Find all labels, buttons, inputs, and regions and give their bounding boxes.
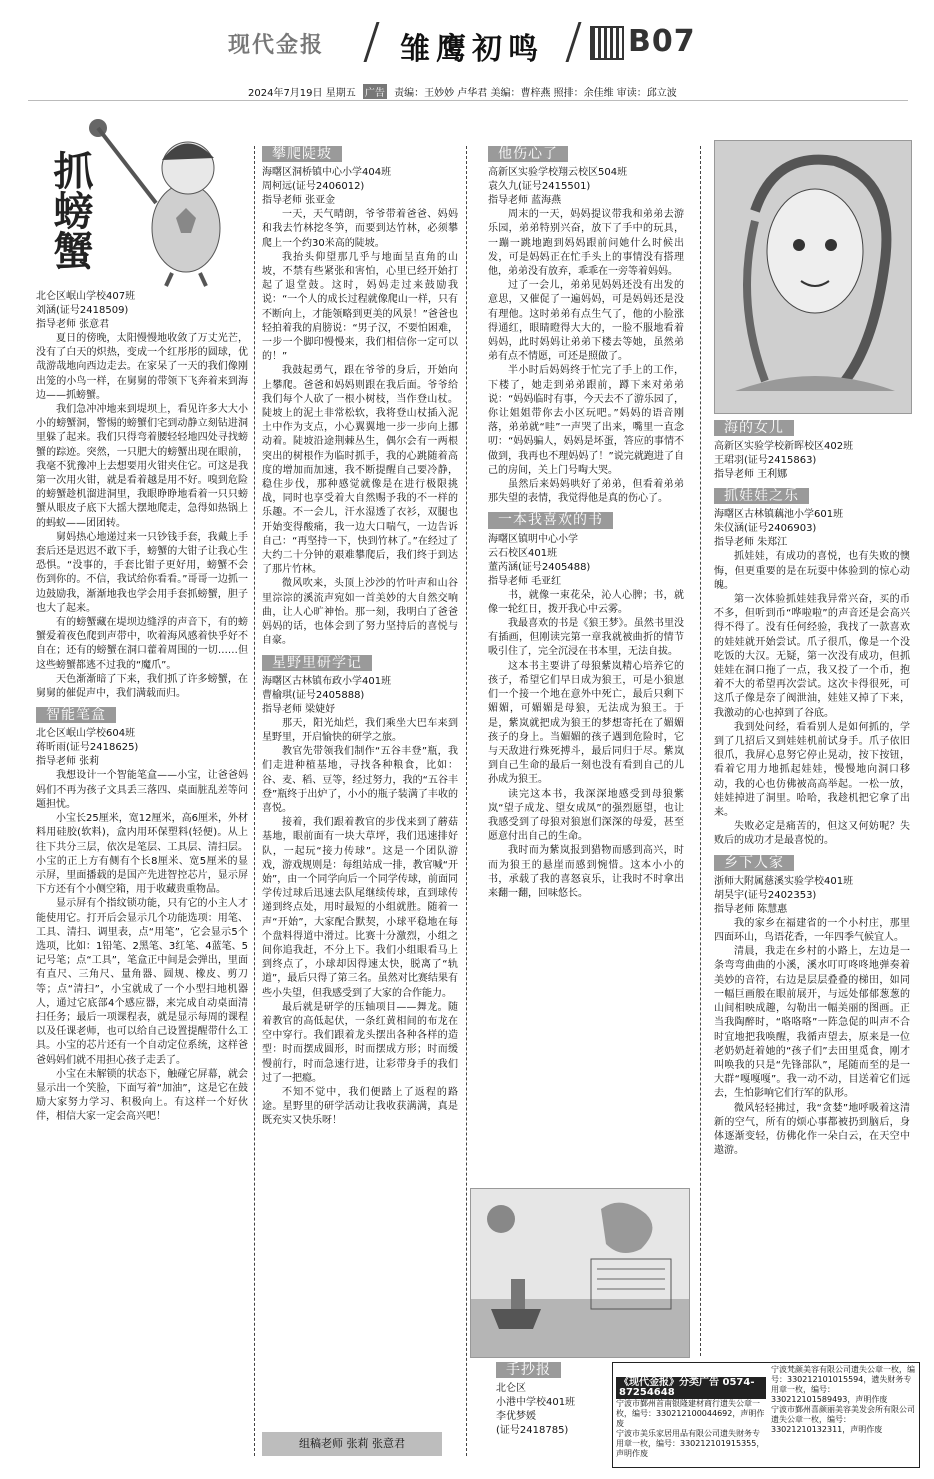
paragraph: 周末的一天，妈妈提议带我和弟弟去游乐园，弟弟特别兴奋，放下了手中的玩具，一蹦一跳地跑到妈妈跟前问她什么时候出发，可是妈妈正在忙手头上的事情没有搭理他，弟弟没有放弃，乖乖在一旁等着妈妈。 bbox=[488, 209, 684, 278]
byline-teacher: 指导老师 张意君 bbox=[36, 319, 110, 330]
byline-teacher: 指导老师 蓝海燕 bbox=[488, 195, 562, 207]
ad-notice: 宁波市鄞州喜颜丽美容美发会所有限公司遗失公章一枚，编号：33021210132311，声明作废 bbox=[771, 1405, 915, 1434]
ads-right bbox=[771, 1365, 917, 1435]
paragraph: 读完这本书，我深深地感受到母狼紫岚“望子成龙、望女成凤”的强烈愿望，也让我感受到了母狼对狼崽们深深的母爱，甚至愿意付出自己的生命。 bbox=[488, 788, 684, 843]
byline-school: 北仑区岷山学校604班 bbox=[36, 728, 136, 740]
paragraph: 显示屏有个指纹锁功能，只有它的小主人才能使用它。打开后会显示几个功能选项：用笔、工具、清扫、调里表，点“用笔”，它会显示5个选项，比如：1铅笔、2黑笔、3红笔、4蓝笔、5记号笔；点“工具”，笔盒正中间是会弹出，里面有直尺、三角尺、量角器、圆规、橡皮、剪刀等；点“清扫”，小宝就成了一个小型扫地机器人，通过它底部4个感应器，来完成自动桌面清扫任务；最后一项课程表，就是显示每周的课程以及任课老师，也可以给自己设置提醒带什么工具。小宝的芯片还有一个自动定位系统，这样爸爸妈妈们就不用担心孩子走丢了。 bbox=[36, 898, 248, 1066]
divider-slash bbox=[364, 22, 380, 62]
dateline bbox=[248, 84, 677, 99]
crab-story-title-art: 抓螃蟹 bbox=[47, 150, 94, 270]
paragraph: 我最喜欢的书是《狼王梦》。虽然书里没有插画，但刚读完第一章我就被曲折的情节吸引住了，完全沉浸在书本里，无法自拔。 bbox=[488, 618, 684, 658]
article-title: 抓娃娃之乐 bbox=[714, 488, 809, 504]
paragraph: 我们急冲冲地来到堤坝上，看见许多大大小小的螃蟹洞，警惕的螃蟹们宅到动静立刻钻进洞里躲了起来。我们只得弯着腰轻轻地四处寻找螃蟹的踪迹。突然，一只肥大的螃蟹出现在眼前，我毫不犹豫冲上去想要用火钳夹住它。可这是我第一次用火钳，就是看着越是用不好。嗅到危险的螃蟹趁机溜进洞里，我眼睁睁地看着一只只螃蟹从眼皮子底下大摇大摆地爬走，急得如热锅上的蚂蚁——团团转。 bbox=[36, 404, 248, 529]
byline-author: 袁久九(证号2415501) bbox=[488, 181, 591, 193]
ad-notice: 宁波市鄞州首南银隆建材商行遗失公章一枚，编号：330212100044692，声明作废 bbox=[616, 1399, 765, 1428]
ads-header: 《现代金报》分类广告 0574-87254648 bbox=[616, 1377, 766, 1399]
paragraph: 我的家乡在福建省的一个小村庄，那里四面环山，鸟语花香，一年四季气候宜人。 bbox=[714, 917, 910, 944]
byline-teacher: 指导老师 梁婕妤 bbox=[262, 703, 336, 715]
paragraph: 第一次体验抓娃娃我异常兴奋，买的币不多，但听到币“哗啦啦”的声音还是会高兴得不得了。没有任何经验，我找了一款喜欢的娃娃就开始尝试。爪子很爪，像是一个没吃饭的大汉。无疑，第一次没有成功，但抓娃娃在洞口拖了一点，我又投了一个币，抱着不大的希望再次尝试。这次卡得很死，可这爪子像是奈了阀泄油，娃娃又掉了下来，我激动的心也掉到了谷底。 bbox=[714, 594, 910, 719]
byline-school: 海曙区洞桥镇中心小学404班 bbox=[262, 167, 392, 179]
byline-school: 高新区实验学校新晖校区402班 bbox=[714, 441, 854, 453]
byline-author: 王珺羽(证号2415863) bbox=[714, 455, 817, 467]
article-title: 攀爬陡坡 bbox=[262, 146, 342, 162]
paragraph: 清晨，我走在乡村的小路上，左边是一条弯弯曲曲的小溪，溪水叮叮咚咚地弹奏着美妙的音符，右边是层层叠叠的梯田，如同一幅巨画般在眼前展开，与远处郁郁葱葱的山间相映成趣，勾勒出一幅美丽的图画。正当我陶醉时，“咯咯咯”一阵急促的叫声不合时宜地把我唤醒，我循声望去，原来是一位老奶奶赶着她的“孩子们”去田里觅食，刚才叫唤我的只是“先锋部队”，尾随而至的是一大群“嘎嘎嘎”。我一动不动，目送着它们远去，生怕影响它们行军的队形。 bbox=[714, 946, 910, 1100]
article-title: 一本我喜欢的书 bbox=[488, 512, 613, 528]
column-4 bbox=[714, 414, 910, 1358]
paragraph: 我鼓起勇气，跟在爷爷的身后，开始向上攀爬。爸爸和妈妈则跟在我后面。爷爷给我们每个人砍了一根小树枝，当作登山杖。陡坡上的泥土非常松软，我将登山杖插入泥土中作为支点，小心翼翼地一步一步向上挪动着。陡坡沿途荆棘丛生，偶尔会有一两根突出的树根作为临时抓手，我的心跳随着高度的增加而加速，我不断提醒自己要冷静，稳住步伐，那种感觉就像是在进行极限挑战，同时也享受着大自然赐予我的不一样的乐趣。不一会儿，汗水湿透了衣衫，双腿也开始变得酸痛，我一边大口喘气，一边告诉自己：“再坚持一下，快到竹林了。”在经过了大约二十分钟的艰难攀爬后，我们终于到达了那片竹林。 bbox=[262, 365, 458, 576]
byline-author: 董芮涵(证号2405488) bbox=[488, 561, 591, 573]
handmade-newspaper-image bbox=[470, 1188, 690, 1358]
article-title: 他伤心了 bbox=[488, 146, 568, 162]
byline-cert: (证号2418785) bbox=[496, 1425, 569, 1437]
paragraph: 夏日的傍晚，太阳慢慢地收敛了万丈光芒，没有了白天的炽热，变成一个红彤彤的圆球，优哉游哉地向西边走去。在家呆了一天的我们像刚出笼的小鸟一样，在舅舅的带领下飞奔着来到海边——抓螃蟹。 bbox=[36, 333, 248, 401]
byline-school: 海曙区古林镇藕池小学601班 bbox=[714, 509, 844, 521]
byline-school: 浙师大附属慈溪实验学校401班 bbox=[714, 875, 854, 887]
byline-school: 小港中学校401班 bbox=[496, 1397, 576, 1409]
classified-ads bbox=[612, 1362, 920, 1468]
divider-slash bbox=[566, 22, 582, 62]
byline-author: 朱仪涵(证号2406903) bbox=[714, 523, 817, 535]
masthead bbox=[0, 0, 934, 78]
brand-name: 现代金报 bbox=[228, 33, 325, 58]
paragraph: 书，就像一束花朵，沁人心脾；书，就像一轮红日，拨开我心中云雾。 bbox=[488, 589, 684, 615]
column-divider bbox=[466, 146, 468, 1456]
ad-notice: 宁波市美乐家居用品有限公司遗失财务专用章一枚，编号：330212101915355，声明作废 bbox=[616, 1429, 765, 1458]
byline-teacher: 指导老师 陈慧惠 bbox=[714, 903, 788, 915]
paragraph: 半小时后妈妈终于忙完了手上的工作，下楼了，她走到弟弟跟前，蹲下来对弟弟说：“妈妈临时有事，今天去不了游乐园了，你让姐姐带你去小区玩吧。”妈妈的语音刚落，弟弟就“哇”一声哭了出来，嘴里一直念叨：“妈妈骗人，妈妈是坏蛋，答应的事情不做到，我再也不理妈妈了！”说完就跑进了自己的房间，关上门号啕大哭。 bbox=[488, 365, 684, 476]
section-title: 雏鹰初鸣 bbox=[400, 32, 544, 67]
paragraph: 我想设计一个智能笔盒——小宝，让爸爸妈妈们不再为孩子文具丢三落四、桌面脏乱差等问题担忧。 bbox=[36, 770, 248, 810]
byline-school: 海曙区镇明中心小学 bbox=[488, 533, 578, 545]
byline-author: 刘涵(证号2418509) bbox=[36, 305, 129, 316]
header-rule bbox=[28, 100, 908, 101]
qr-code-icon[interactable] bbox=[590, 26, 624, 60]
article-title: 智能笔盒 bbox=[36, 707, 116, 723]
daughter-of-sea-drawing bbox=[714, 140, 912, 414]
byline-school: 北仑区岷山学校407班 bbox=[36, 291, 136, 302]
paragraph: 最后就是研学的压轴项目——舞龙。随着教官的高低起伏，一条红黄相间的布龙在空中穿行。我们跟着龙头摆出各种各样的造型：时而摆成圆形，时而摆成方形；时而缓慢前行，时而急速行进，让彩带身手的我们过了一把瘾。 bbox=[262, 1001, 458, 1084]
paragraph: 那天，阳光灿烂，我们乘坐大巴车来到星野里，开启愉快的研学之旅。 bbox=[262, 717, 458, 743]
ads-left bbox=[616, 1377, 766, 1459]
byline-author: 曹榆琪(证号2405888) bbox=[262, 689, 365, 701]
column-1 bbox=[36, 290, 248, 1460]
byline-class: 云石校区401班 bbox=[488, 547, 558, 559]
byline-author: 周柯远(证号2406012) bbox=[262, 181, 365, 193]
byline-author: 李优梦媛 bbox=[496, 1411, 536, 1423]
column-2 bbox=[262, 140, 458, 1428]
byline-teacher: 指导老师 毛亚红 bbox=[488, 575, 562, 587]
paragraph: 小宝长25厘米，宽12厘米，高6厘米，外材料用硅胶(软料)，盒内用环保塑料(轻便)。从上往下共分三层，依次是笔层、工具层、清扫层。小宝的正上方有侧有个长8厘米、宽5厘米的显示屏，里面播载的是国产先进智控芯片，显示屏下方还有个小侧空箱，用于收藏贵重物品。 bbox=[36, 813, 248, 896]
byline-teacher: 指导老师 王利娜 bbox=[714, 469, 788, 481]
byline-author: 蒋昕雨(证号2418625) bbox=[36, 742, 139, 754]
editor-credits: 责编：王妙妙 卢华君 美编：曹梓燕 照排：余佳维 审读：邱立波 bbox=[394, 88, 677, 99]
byline-author: 胡昊宇(证号2402353) bbox=[714, 889, 817, 901]
paragraph: 微风轻轻拂过，我“贪婪”地呼吸着这清新的空气，所有的烦心事都被扔到脑后，身体逐渐变轻，仿佛化作一朵白云，在天空中遨游。 bbox=[714, 1102, 910, 1157]
paragraph: 有的螃蟹藏在堤坝边缝浮的声音下，有的螃蟹爱着夜色爬到声带中，吹着海风感着快乎好不自在；还有的螃蟹在洞口藿着周围的一切……但这些螃蟹都逃不过我的“魔爪”。 bbox=[36, 617, 248, 671]
ad-notice: 宁波梵颜美容有限公司遗失公章一枚，编号：330212101015594，遗失财务专用章一枚，编号：330212101589493，声明作废 bbox=[771, 1365, 915, 1404]
handmade-newspaper-caption bbox=[496, 1362, 606, 1452]
article-title: 手抄报 bbox=[496, 1362, 561, 1378]
byline-school: 高新区实验学校翔云校区504班 bbox=[488, 167, 628, 179]
byline-teacher: 指导老师 朱郑江 bbox=[714, 537, 788, 549]
page-number: B07 bbox=[628, 24, 696, 59]
paragraph: 天色渐渐暗了下来，我们抓了许多螃蟹，在舅舅的催促声中，我们满载而归。 bbox=[36, 673, 248, 700]
byline-teacher: 指导老师 张莉 bbox=[36, 756, 100, 768]
article-title: 乡下人家 bbox=[714, 855, 794, 871]
paragraph: 我到处问经，看看别人是如何抓的，学到了几招后又到娃娃机前试身手。爪子依旧很爪，我屏心息努它停止晃动，按下按钮，看着它用力地抓起娃娃，慢慢地向洞口移动，我的心也仿佛被高高举起。一松一放，娃娃掉进了洞里。哈哈，我趁机把它拿了出来。 bbox=[714, 721, 910, 819]
editor-teachers-bar: 组稿老师 张莉 张意君 bbox=[262, 1432, 442, 1456]
paragraph: 抓娃娃，有成功的喜悦，也有失败的懊悔，但更重要的是在玩耍中体验到的惊心动魄。 bbox=[714, 551, 910, 591]
paragraph: 我时而为紫岚报到猎物而感到高兴，时而为狼王的悬崖而感到惋惜。这本小小的书，承载了我的喜怒哀乐，让我时不时拿出来翻一翻，回味悠长。 bbox=[488, 845, 684, 899]
paragraph: 一天，天气晴朗，爷爷带着爸爸、妈妈和我去竹林挖冬笋，而要到达竹林，必须攀爬上一个约30米高的陡坡。 bbox=[262, 209, 458, 249]
paragraph: 教官先带领我们制作“五谷丰登”瓶，我们走进种植基地，寻找各种粮食，比如：谷、麦、稻、豆等，经过努力，我的“五谷丰登”瓶终于出炉了，小小的瓶子装满了丰收的喜悦。 bbox=[262, 746, 458, 814]
paragraph: 失败必定是痛苦的，但这又何妨呢？失败后的成功才是最喜悦的。 bbox=[714, 821, 910, 847]
paragraph: 过了一会儿，弟弟见妈妈还没有出发的意思，又催促了一遍妈妈，可是妈妈还是没有理他。这时弟弟有点生气了，他的小脸涨得通红，眼睛瞪得大大的，一脸不服地看着妈妈，此时妈妈让弟弟下楼去等她，虽然弟弟有点不情愿，可还是照做了。 bbox=[488, 280, 684, 363]
paragraph: 我抬头仰望那几乎与地面呈直角的山坡，不禁有些紧张和害怕，心里已经开始打起了退堂鼓。这时，妈妈走过来鼓励我说：“一个人的成长过程就像爬山一样，只有不断向上，才能领略到更美的风景！”爸爸也轻拍着我的肩膀说：“男子汉，不要怕困难，一步一个脚印慢慢来，我们相信你一定可以的！” bbox=[262, 251, 458, 363]
paragraph: 这本书主要讲了母狼紫岚精心培养它的孩子，希望它们早日成为狼王，可是小狼崽们一个接一个地在意外中死亡，最后只剩下媚媚，可媚媚是母狼，无法成为狼王。于是，紫岚就把成为狼王的梦想寄托在了媚媚孩子的身上。当媚媚的孩子遇到危险时，它与天敌进行殊死搏斗，最后同归于尽。紫岚到自己生命的最后一刻也没有看到自己的儿孙成为狼王。 bbox=[488, 660, 684, 786]
paragraph: 小宝在未解锁的状态下，触碰它屏幕，就会显示出一个笑脸，下面写着“加油”，这是它在鼓励大家努力学习、积极向上。有这样一个好伙伴，相信大家一定会高兴吧！ bbox=[36, 1068, 248, 1123]
article-title: 星野里研学记 bbox=[262, 655, 372, 671]
issue-date: 2024年7月19日 星期五 bbox=[248, 88, 356, 99]
ad-tag: 广告 bbox=[363, 84, 387, 99]
article-title: 海的女儿 bbox=[714, 420, 794, 436]
column-divider bbox=[700, 146, 702, 1356]
byline-school: 海曙区古林镇布政小学401班 bbox=[262, 675, 392, 687]
paragraph: 舅妈热心地递过来一只钞钱手套，我戴上手套后还是迟迟不敢下手，螃蟹的大钳子让我心生恐惧。“没事的，手套比钳子更好用，螃蟹不会伤到你的。不信，我试给你看看。”哥哥一边抓一边鼓励我，渐渐地我也学会用手套抓螃蟹，胆子也大了起来。 bbox=[36, 531, 248, 614]
paragraph: 虽然后来妈妈哄好了弟弟，但看着弟弟那失望的表情，我觉得他是真的伤心了。 bbox=[488, 479, 684, 505]
byline-district: 北仑区 bbox=[496, 1383, 526, 1395]
paragraph: 不知不觉中，我们便踏上了返程的路途。星野里的研学活动让我收获满满，真是既充实又快乐呀！ bbox=[262, 1086, 458, 1127]
paragraph: 接着，我们跟着教官的步伐来到了蘑菇基地，眼前面有一块大草坪，我们迅速排好队，一起玩“接力传球”。这是一个团队游戏，游戏规则是：每组站成一排，教官喊“开始”，由一个同学向后一个同学传球，前面同学传过球后迅速去队尾继续传球，直到球传递到终点处，用时最短的小组就胜。随着一声“开始”，大家配合默契，小球平稳地在每个盘料得道中滑过。比赛十分激烈，小组之间你追我赶，不分上下。我们小组眼看马上到终点了，小球却因得速太快，脱离了“轨道”，最后只得了第三名。虽然对比赛结果有些小失望，但我感受到了大家的合作能力。 bbox=[262, 817, 458, 999]
column-divider bbox=[254, 146, 256, 1456]
column-3 bbox=[488, 140, 684, 1180]
paragraph: 微风吹来，头顶上沙沙的竹叶声和山谷里淙淙的溪流声宛如一首美妙的大自然交响曲，让人心旷神怡。那一刻，我明白了爸爸妈妈的话，也体会到了努力坚持后的喜悦与自豪。 bbox=[262, 578, 458, 647]
byline-teacher: 指导老师 张亚金 bbox=[262, 195, 336, 207]
